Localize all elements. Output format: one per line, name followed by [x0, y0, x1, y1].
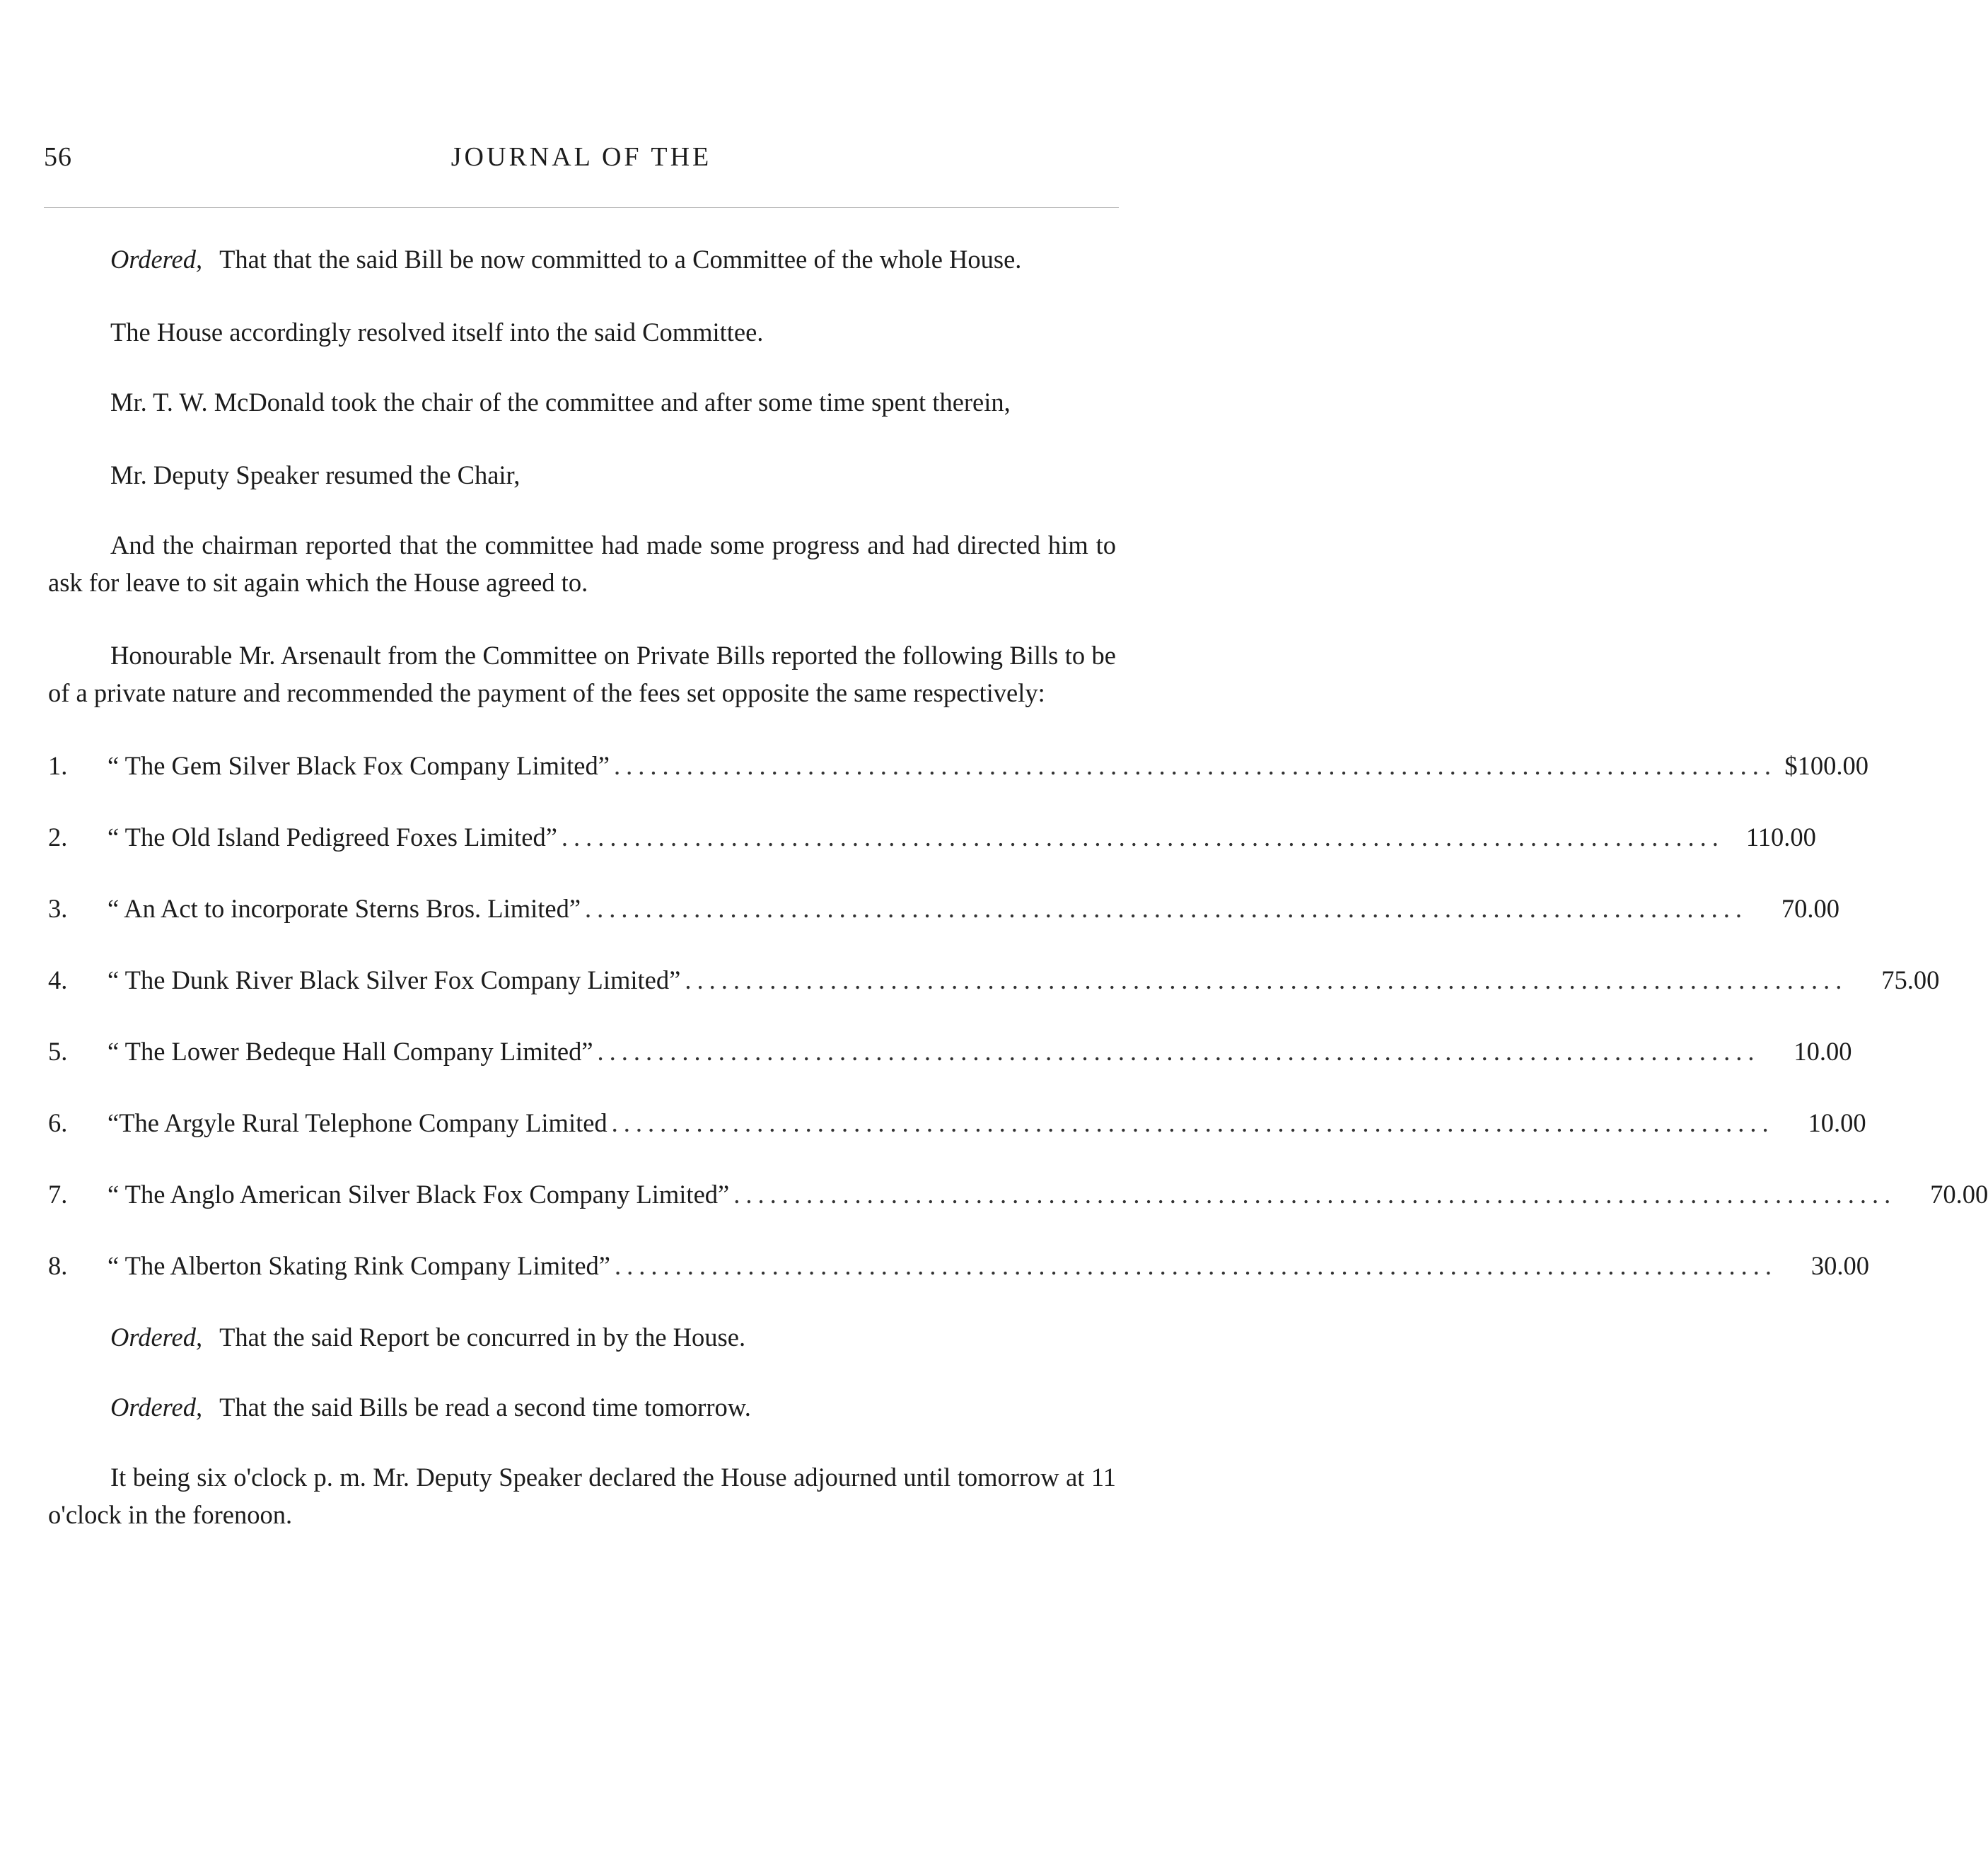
paragraph-lead: Ordered,	[110, 1323, 203, 1352]
paragraph-text: And the chairman reported that the committee had made some progress and had directed him to ask for leave to sit again which the House agreed to.	[48, 530, 1116, 597]
bill-row	[48, 1247, 1869, 1284]
bill-name: “ The Old Island Pedigreed Foxes Limited”	[107, 823, 557, 852]
paragraph-adjournment	[48, 1458, 1116, 1533]
bill-name: “ The Anglo American Silver Black Fox Company Limited”	[107, 1180, 730, 1209]
bill-fee: 30.00	[1810, 1251, 1869, 1280]
bill-row	[48, 1104, 1866, 1142]
bill-fee: 70.00	[1781, 894, 1840, 923]
bill-name: “ The Alberton Skating Rink Company Limited”	[107, 1251, 610, 1280]
paragraph-chair-taken	[48, 383, 1116, 421]
paragraph-lead: Ordered,	[110, 245, 203, 274]
bill-number: 2.	[48, 823, 68, 852]
dot-leader: ................................................................................................	[733, 1180, 1897, 1209]
paragraph-text: The House accordingly resolved itself into the said Committee.	[110, 318, 764, 347]
bill-name: “ The Dunk River Black Silver Fox Company Limited”	[107, 965, 681, 994]
paragraph-second-reading	[48, 1388, 1116, 1426]
bill-number: 1.	[48, 751, 68, 780]
page-number: 56	[44, 142, 72, 172]
dot-leader: ................................................................................................	[611, 1108, 1774, 1137]
bill-number: 6.	[48, 1108, 68, 1137]
paragraph-speaker-resumed	[48, 456, 1116, 494]
paragraph-text: That that the said Bill be now committed to a Committee of the whole House.	[219, 245, 1022, 274]
paragraph-text: Mr. Deputy Speaker resumed the Chair,	[110, 460, 521, 489]
bill-row	[48, 1033, 1852, 1070]
dot-leader: ................................................................................................	[597, 1037, 1760, 1066]
header-rule	[44, 207, 1119, 208]
bill-row	[48, 747, 1868, 784]
dot-leader: ................................................................................................	[585, 894, 1748, 923]
bill-fee: 70.00	[1930, 1180, 1988, 1209]
paragraph-progress-report	[48, 526, 1116, 601]
page-header	[44, 141, 1119, 184]
paragraph-lead: Ordered,	[110, 1393, 203, 1422]
bill-number: 4.	[48, 965, 68, 994]
bill-name: “ An Act to incorporate Sterns Bros. Limited”	[107, 894, 581, 923]
paragraph-text: That the said Report be concurred in by the House.	[219, 1323, 746, 1352]
bill-fee: $100.00	[1784, 751, 1868, 780]
paragraph-ordered-committee	[48, 240, 1116, 278]
bill-number: 3.	[48, 894, 68, 923]
bill-name: “ The Gem Silver Black Fox Company Limited”	[107, 751, 610, 780]
bill-number: 5.	[48, 1037, 68, 1066]
paragraph-text: Mr. T. W. McDonald took the chair of the committee and after some time spent therein,	[110, 388, 1011, 417]
bill-row	[48, 890, 1840, 927]
running-head: JOURNAL OF THE	[451, 142, 712, 172]
bill-fee: 10.00	[1808, 1108, 1866, 1137]
dot-leader: ................................................................................................	[561, 823, 1724, 852]
bill-name: “ The Lower Bedeque Hall Company Limited”	[107, 1037, 593, 1066]
bill-fee-list	[48, 747, 1988, 1284]
paragraph-text: That the said Bills be read a second time tomorrow.	[219, 1393, 751, 1422]
dot-leader: ................................................................................................	[685, 965, 1848, 994]
bill-row	[48, 1175, 1988, 1213]
paragraph-resolved	[48, 313, 1116, 351]
bill-row	[48, 818, 1816, 856]
bill-fee: 75.00	[1881, 965, 1940, 994]
bill-row	[48, 961, 1940, 999]
paragraph-text: It being six o'clock p. m. Mr. Deputy Speaker declared the House adjourned until tomorrow at 11 o'clock in the forenoon.	[48, 1463, 1116, 1529]
paragraph-report-concurred	[48, 1318, 1116, 1356]
journal-body	[48, 240, 1988, 1569]
dot-leader: ................................................................................................	[614, 1251, 1777, 1280]
bill-number: 8.	[48, 1251, 68, 1280]
dot-leader: ................................................................................................	[613, 751, 1777, 780]
bill-fee: 10.00	[1794, 1037, 1852, 1066]
bill-number: 7.	[48, 1180, 68, 1209]
bill-name: “The Argyle Rural Telephone Company Limited	[107, 1108, 608, 1137]
paragraph-text: Honourable Mr. Arsenault from the Committee on Private Bills reported the following Bills to be of a private nature and recommended the payment of the fees set opposite the same respectively:	[48, 641, 1116, 707]
paragraph-private-bills-report	[48, 637, 1116, 712]
bill-fee: 110.00	[1745, 823, 1816, 852]
